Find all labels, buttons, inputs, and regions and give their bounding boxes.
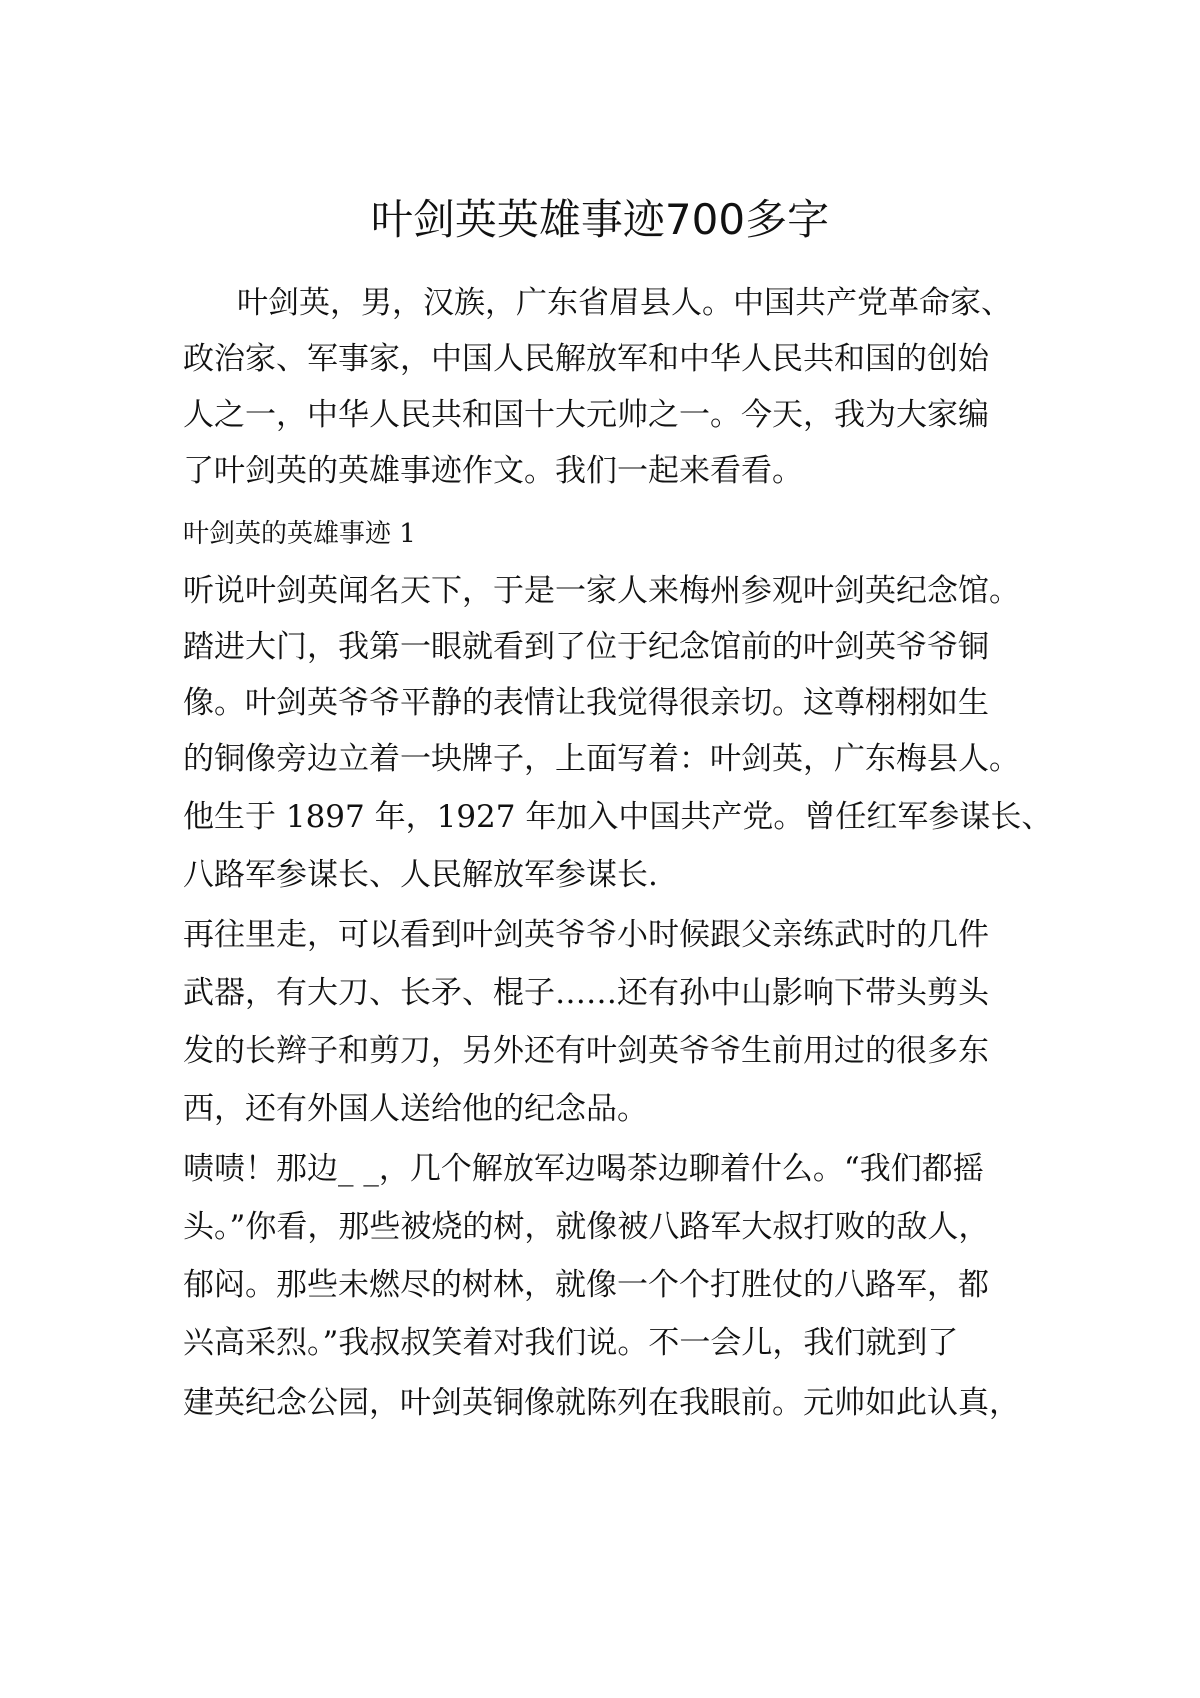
paragraph-line: 人之一，中华人民共和国十大元帅之一。今天，我为大家编 (183, 397, 989, 433)
paragraph-line: 兴高采烈。”我叔叔笑着对我们说。不一会儿，我们就到了 (183, 1325, 959, 1361)
paragraph-line: 西，还有外国人送给他的纪念品。 (183, 1091, 648, 1127)
paragraph-line: 啧啧！那边_ _，几个解放军边喝茶边聊着什么。“我们都摇 (183, 1151, 984, 1187)
paragraph-line: 踏进大门，我第一眼就看到了位于纪念馆前的叶剑英爷爷铜 (183, 629, 989, 665)
paragraph-line: 再往里走，可以看到叶剑英爷爷小时候跟父亲练武时的几件 (183, 917, 989, 953)
paragraph-line: 政治家、军事家，中国人民解放军和中华人民共和国的创始 (183, 341, 989, 377)
paragraph-line: 发的长辫子和剪刀，另外还有叶剑英爷爷生前用过的很多东 (183, 1033, 989, 1069)
paragraph-line: 八路军参谋长、人民解放军参谋长. (183, 857, 658, 893)
paragraph-line: 武器，有大刀、长矛、棍子……还有孙中山影响下带头剪头 (183, 975, 989, 1011)
paragraph-line: 像。叶剑英爷爷平静的表情让我觉得很亲切。这尊栩栩如生 (183, 685, 989, 721)
paragraph-line: 了叶剑英的英雄事迹作文。我们一起来看看。 (183, 453, 803, 489)
paragraph-line: 头。”你看，那些被烧的树，就像被八路军大叔打败的敌人， (183, 1209, 990, 1245)
paragraph-line: 建英纪念公园，叶剑英铜像就陈列在我眼前。元帅如此认真， (183, 1385, 1020, 1421)
paragraph-line: 叶剑英，男，汉族，广东省眉县人。中国共产党革命家、 (237, 285, 1012, 321)
paragraph-line: 郁闷。那些未燃尽的树林，就像一个个打胜仗的八路军，都 (183, 1267, 989, 1303)
paragraph-line: 听说叶剑英闻名天下，于是一家人来梅州参观叶剑英纪念馆。 (183, 573, 1020, 609)
document-title: 叶剑英英雄事迹700多字 (370, 195, 830, 244)
paragraph-line: 他生于 1897 年，1927 年加入中国共产党。曾任红军参谋长、 (183, 799, 1053, 835)
paragraph-line: 的铜像旁边立着一块牌子，上面写着：叶剑英，广东梅县人。 (183, 741, 1020, 777)
section-heading: 叶剑英的英雄事迹 1 (183, 519, 416, 549)
